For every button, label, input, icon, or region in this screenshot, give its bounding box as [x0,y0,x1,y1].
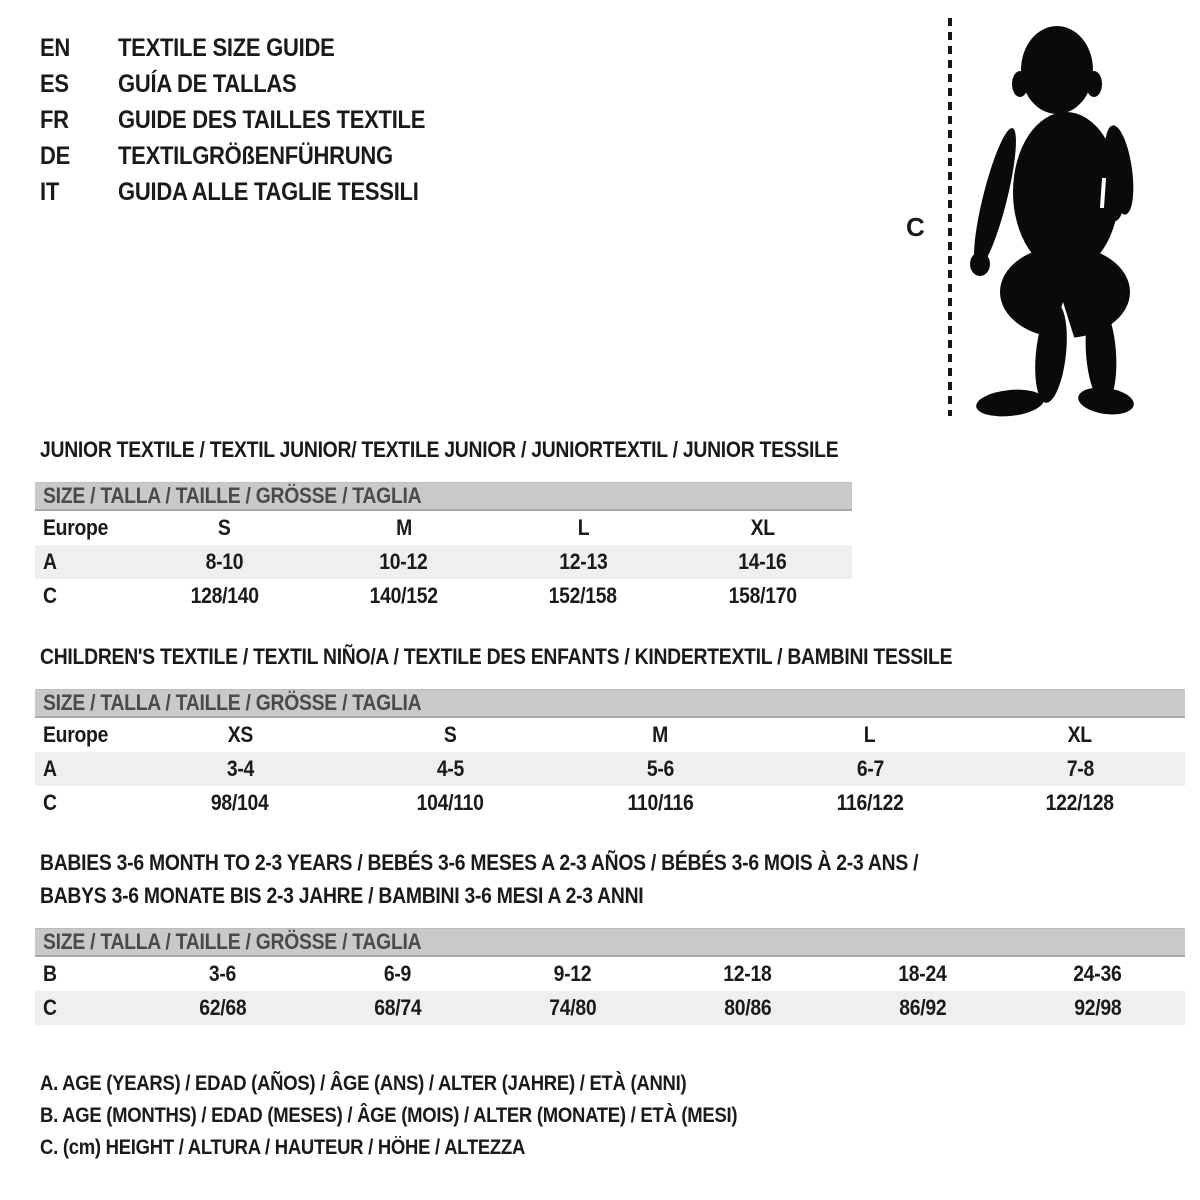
cell-value: 68/74 [373,995,422,1020]
row-label: C [43,790,57,815]
babies-section-title-line2: BABYS 3-6 MONATE BIS 2-3 JAHRE / BAMBINI 3-6 MESI A 2-3 ANNI [40,883,644,908]
cell-value: 4-5 [436,756,464,781]
lang-title-de: TEXTILGRÖßENFÜHRUNG [118,141,393,170]
cell-value: 128/140 [190,583,259,608]
cell-value: 122/128 [1045,790,1115,815]
lang-row-en [40,30,467,66]
height-measure-dashed-line [948,18,952,416]
babies-size-header-text: SIZE / TALLA / TAILLE / GRÖSSE / TAGLIA [43,929,422,954]
cell-value: 12-13 [559,549,608,574]
cell-value: 3-6 [208,961,237,986]
junior-size-table [35,482,852,613]
row-label: A [43,756,57,781]
cell-value: 14-16 [738,549,787,574]
row-label: B [43,961,57,986]
cell-value: 116/122 [836,790,904,815]
row-label: C [43,583,57,608]
cell-value: 7-8 [1066,756,1094,781]
legend-line-c: C. (cm) HEIGHT / ALTURA / HAUTEUR / HÖHE / ALTEZZA [40,1136,526,1159]
cell-value: 6-7 [856,756,884,781]
cell-value: 158/170 [728,583,797,608]
lang-title-fr: GUIDE DES TAILLES TEXTILE [118,105,426,134]
junior-size-table-header [35,482,852,511]
row-label: Europe [43,722,109,747]
babies-size-table [35,928,1185,1025]
cell-value: M [652,722,668,747]
babies-size-table-header [35,928,1185,957]
lang-code-fr: FR [40,105,69,134]
babies-section-title [40,846,1038,912]
babies-section-title-line1: BABIES 3-6 MONTH TO 2-3 YEARS / BEBÉS 3-6 MESES A 2-3 AÑOS / BÉBÉS 3-6 MOIS À 2-3 ANS / [40,850,919,875]
lang-code-es: ES [40,69,69,98]
row-label: Europe [43,515,109,540]
cell-value: 10-12 [379,549,428,574]
cell-value: M [395,515,412,540]
table-row [35,579,852,613]
cell-value: 98/104 [211,790,269,815]
lang-code-en: EN [40,33,71,62]
lang-row-it [40,174,467,210]
children-size-table [35,689,1185,820]
cell-value: 18-24 [898,961,947,986]
cell-value: 152/158 [549,583,618,608]
lang-code-de: DE [40,141,71,170]
cell-value: XL [750,515,775,540]
junior-size-header-text: SIZE / TALLA / TAILLE / GRÖSSE / TAGLIA [43,483,422,508]
table-row [35,991,1185,1025]
lang-row-fr [40,102,467,138]
junior-section-title-text: JUNIOR TEXTILE / TEXTIL JUNIOR/ TEXTILE JUNIOR / JUNIORTEXTIL / JUNIOR TESSILE [40,437,839,462]
children-section-title-text: CHILDREN'S TEXTILE / TEXTIL NIÑO/A / TEXTILE DES ENFANTS / KINDERTEXTIL / BAMBINI TESSILE [40,644,953,669]
language-title-block [40,30,467,210]
cell-value: 5-6 [646,756,674,781]
lang-title-en: TEXTILE SIZE GUIDE [118,33,335,62]
junior-section-title [40,433,947,466]
cell-value: 86/92 [898,995,947,1020]
table-row [35,511,852,545]
children-size-table-header [35,689,1185,718]
cell-value: 8-10 [205,549,244,574]
legend-line-b: B. AGE (MONTHS) / EDAD (MESES) / ÂGE (MOIS) / ALTER (MONATE) / ETÀ (MESI) [40,1104,738,1127]
lang-row-es [40,66,467,102]
cell-value: L [864,722,876,747]
lang-code-it: IT [40,177,60,206]
table-row [35,957,1185,991]
cell-value: 9-12 [553,961,592,986]
table-row [35,718,1185,752]
table-row [35,752,1185,786]
cell-value: L [577,515,589,540]
cell-value: 12-18 [723,961,772,986]
cell-value: 110/116 [627,790,693,815]
cell-value: S [218,515,231,540]
cell-value: 24-36 [1073,961,1122,986]
lang-title-es: GUÍA DE TALLAS [118,69,297,98]
cell-value: XL [1067,722,1093,747]
cell-value: 80/86 [723,995,772,1020]
cell-value: 140/152 [369,583,438,608]
table-row [35,786,1185,820]
cell-value: 3-4 [226,756,254,781]
children-section-title [40,640,1077,673]
lang-row-de [40,138,467,174]
table-row [35,545,852,579]
cell-value: 104/110 [416,790,484,815]
height-measure-label: C [906,212,925,242]
cell-value: S [443,722,457,747]
measurement-legend [40,1068,832,1164]
cell-value: 62/68 [198,995,247,1020]
row-label: C [43,995,57,1020]
row-label: A [43,549,57,574]
lang-title-it: GUIDA ALLE TAGLIE TESSILI [118,177,419,206]
children-size-header-text: SIZE / TALLA / TAILLE / GRÖSSE / TAGLIA [43,690,422,715]
legend-line-a: A. AGE (YEARS) / EDAD (AÑOS) / ÂGE (ANS) / ALTER (JAHRE) / ETÀ (ANNI) [40,1072,687,1095]
cell-value: XS [227,722,253,747]
toddler-silhouette [962,20,1140,418]
cell-value: 6-9 [383,961,412,986]
cell-value: 92/98 [1073,995,1122,1020]
cell-value: 74/80 [548,995,597,1020]
